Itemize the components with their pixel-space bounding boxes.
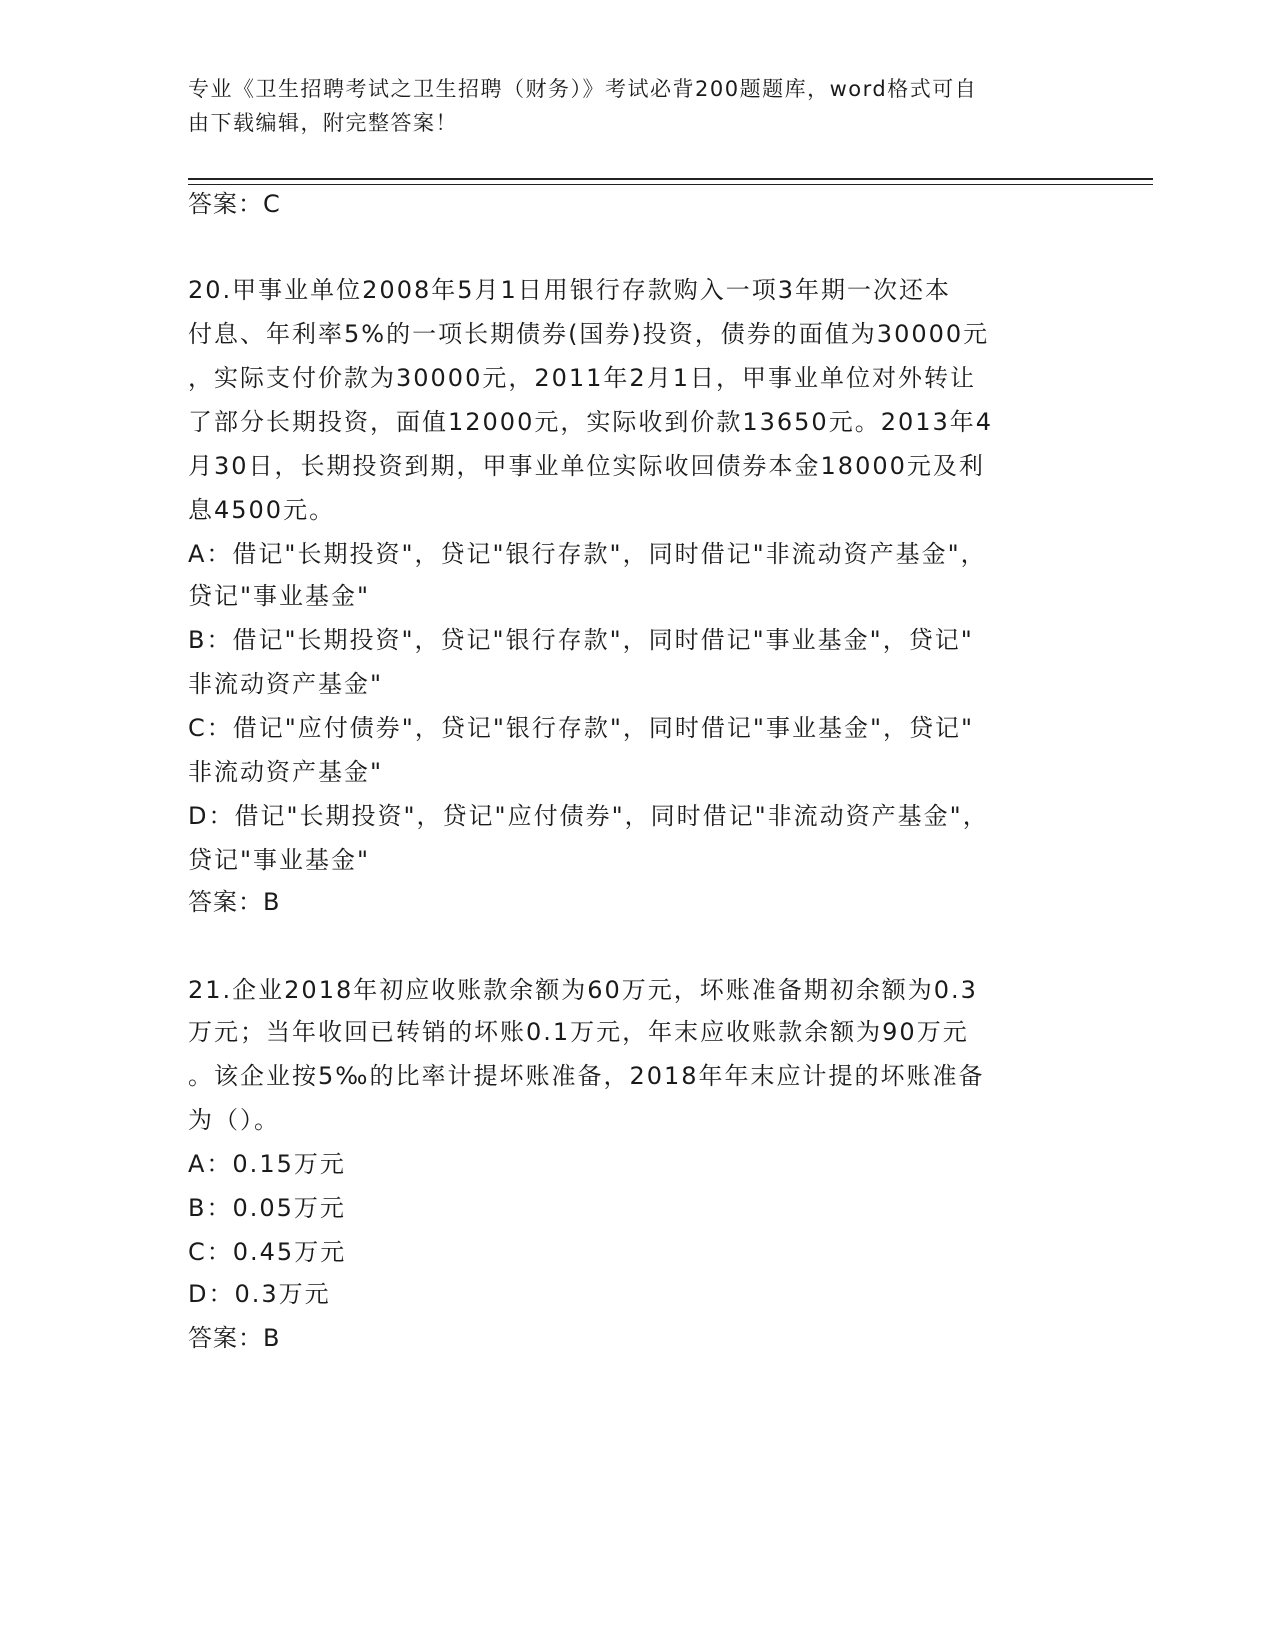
question-20-text-line: 20.甲事业单位2008年5月1日用银行存款购入一项3年期一次还本 xyxy=(188,276,952,304)
question-20-answer: 答案：B xyxy=(188,888,281,916)
question-20-option-a: A：借记"长期投资"，贷记"银行存款"，同时借记"非流动资产基金"， xyxy=(188,540,987,568)
document-header xyxy=(188,72,1088,140)
question-20-option-b-cont: 非流动资产基金" xyxy=(188,670,384,698)
question-21-option-a: A：0.15万元 xyxy=(188,1150,346,1178)
question-21-text-line: 21.企业2018年初应收账款余额为60万元，坏账准备期初余额为0.3 xyxy=(188,976,978,1004)
question-21-text-line: 为（）。 xyxy=(188,1106,280,1134)
question-21-option-b: B：0.05万元 xyxy=(188,1194,346,1222)
question-20-text-line: 息4500元。 xyxy=(188,496,336,524)
question-20-option-a-cont: 贷记"事业基金" xyxy=(188,582,371,610)
question-20-option-d-cont: 贷记"事业基金" xyxy=(188,846,371,874)
header-line-1: 专业《卫生招聘考试之卫生招聘（财务）》考试必背200题题库，word格式可自 xyxy=(188,77,978,101)
header-rule-thin xyxy=(188,184,1153,185)
question-21-option-d: D：0.3万元 xyxy=(188,1280,331,1308)
question-21-option-c: C：0.45万元 xyxy=(188,1238,347,1266)
question-20-option-b: B：借记"长期投资"，贷记"银行存款"，同时借记"事业基金"，贷记" xyxy=(188,626,974,654)
question-20-text-line: 付息、年利率5%的一项长期债券(国券)投资，债券的面值为30000元 xyxy=(188,320,990,348)
answer-previous: 答案：C xyxy=(188,190,281,218)
question-20-option-d: D：借记"长期投资"，贷记"应付债券"，同时借记"非流动资产基金"， xyxy=(188,802,989,830)
question-21-text-line: 。该企业按5‰的比率计提坏账准备，2018年年末应计提的坏账准备 xyxy=(188,1062,985,1090)
header-rule-thick xyxy=(188,178,1153,180)
header-line-2: 由下载编辑，附完整答案！ xyxy=(188,111,458,135)
question-20-option-c: C：借记"应付债券"，贷记"银行存款"，同时借记"事业基金"，贷记" xyxy=(188,714,975,742)
question-20-option-c-cont: 非流动资产基金" xyxy=(188,758,384,786)
question-21-text-line: 万元；当年收回已转销的坏账0.1万元，年末应收账款余额为90万元 xyxy=(188,1018,969,1046)
question-21-answer: 答案：B xyxy=(188,1324,281,1352)
question-20-text-line: ，实际支付价款为30000元，2011年2月1日，甲事业单位对外转让 xyxy=(188,364,976,392)
question-20-text-line: 月30日，长期投资到期，甲事业单位实际收回债券本金18000元及利 xyxy=(188,452,985,480)
question-20-text-line: 了部分长期投资，面值12000元，实际收到价款13650元。2013年4 xyxy=(188,408,994,436)
